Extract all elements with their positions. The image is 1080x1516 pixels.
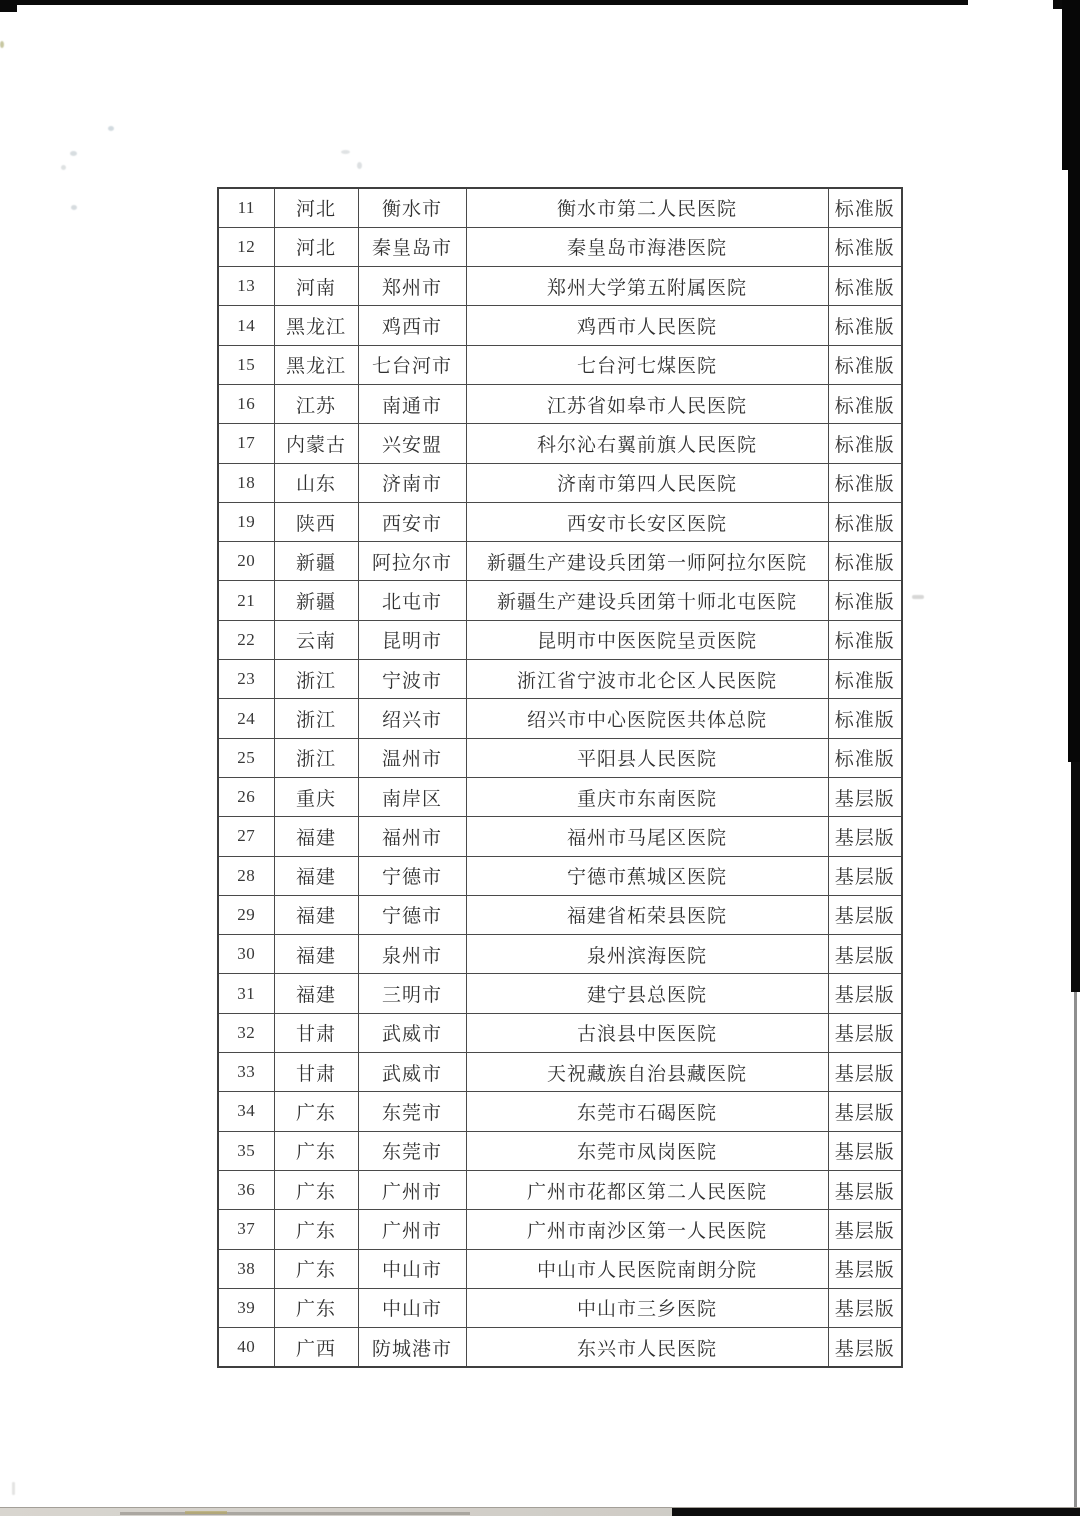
scan-artifact-speck	[108, 126, 114, 131]
province-cell: 福建	[274, 895, 358, 934]
edition-cell: 标准版	[828, 188, 902, 227]
edition-cell: 标准版	[828, 345, 902, 384]
edition-cell: 标准版	[828, 620, 902, 659]
no-cell: 19	[218, 502, 274, 541]
edition-cell: 基层版	[828, 935, 902, 974]
table-row	[218, 1131, 902, 1170]
hospital-cell: 福建省柘荣县医院	[466, 895, 828, 934]
no-cell: 27	[218, 817, 274, 856]
province-cell: 新疆	[274, 581, 358, 620]
hospital-cell: 福州市马尾区医院	[466, 817, 828, 856]
city-cell: 绍兴市	[358, 699, 466, 738]
edition-cell: 标准版	[828, 463, 902, 502]
table-row	[218, 660, 902, 699]
province-cell: 广东	[274, 1288, 358, 1327]
no-cell: 20	[218, 542, 274, 581]
scan-artifact-top-left-corner	[0, 0, 17, 12]
scan-artifact-speck	[357, 162, 362, 169]
hospital-cell: 重庆市东南医院	[466, 777, 828, 816]
city-cell: 阿拉尔市	[358, 542, 466, 581]
table-row	[218, 1170, 902, 1209]
scan-artifact-right-edge	[1068, 170, 1080, 762]
city-cell: 福州市	[358, 817, 466, 856]
no-cell: 11	[218, 188, 274, 227]
hospital-cell: 昆明市中医医院呈贡医院	[466, 620, 828, 659]
scan-artifact-bottom-band-spec	[185, 1511, 227, 1514]
city-cell: 南岸区	[358, 777, 466, 816]
city-cell: 武威市	[358, 1013, 466, 1052]
edition-cell: 基层版	[828, 1288, 902, 1327]
hospital-cell: 科尔沁右翼前旗人民医院	[466, 424, 828, 463]
hospital-cell: 新疆生产建设兵团第一师阿拉尔医院	[466, 542, 828, 581]
city-cell: 广州市	[358, 1210, 466, 1249]
no-cell: 13	[218, 267, 274, 306]
province-cell: 广东	[274, 1131, 358, 1170]
province-cell: 广东	[274, 1210, 358, 1249]
scan-artifact-right-edge	[1071, 762, 1080, 992]
hospital-cell: 济南市第四人民医院	[466, 463, 828, 502]
hospital-cell: 鸡西市人民医院	[466, 306, 828, 345]
edition-cell: 基层版	[828, 974, 902, 1013]
edition-cell: 标准版	[828, 384, 902, 423]
table-row	[218, 1053, 902, 1092]
table-row	[218, 856, 902, 895]
province-cell: 河北	[274, 188, 358, 227]
scan-artifact-speck	[0, 41, 4, 48]
edition-cell: 标准版	[828, 502, 902, 541]
hospital-cell: 绍兴市中心医院医共体总院	[466, 699, 828, 738]
no-cell: 17	[218, 424, 274, 463]
city-cell: 泉州市	[358, 935, 466, 974]
province-cell: 广东	[274, 1249, 358, 1288]
no-cell: 16	[218, 384, 274, 423]
table-row	[218, 817, 902, 856]
table-row	[218, 777, 902, 816]
hospital-cell: 七台河七煤医院	[466, 345, 828, 384]
city-cell: 衡水市	[358, 188, 466, 227]
edition-cell: 标准版	[828, 738, 902, 777]
edition-cell: 基层版	[828, 1249, 902, 1288]
no-cell: 23	[218, 660, 274, 699]
province-cell: 福建	[274, 935, 358, 974]
city-cell: 防城港市	[358, 1328, 466, 1367]
table-row	[218, 895, 902, 934]
hospital-cell: 平阳县人民医院	[466, 738, 828, 777]
edition-cell: 基层版	[828, 856, 902, 895]
hospital-cell: 江苏省如皋市人民医院	[466, 384, 828, 423]
no-cell: 39	[218, 1288, 274, 1327]
edition-cell: 基层版	[828, 777, 902, 816]
scan-artifact-right-edge	[1062, 0, 1080, 170]
hospital-cell: 郑州大学第五附属医院	[466, 267, 828, 306]
table-row	[218, 424, 902, 463]
scan-artifact-speck	[61, 165, 66, 170]
province-cell: 广东	[274, 1170, 358, 1209]
scan-artifact-speck	[912, 595, 924, 599]
province-cell: 浙江	[274, 699, 358, 738]
province-cell: 新疆	[274, 542, 358, 581]
city-cell: 北屯市	[358, 581, 466, 620]
edition-cell: 基层版	[828, 1328, 902, 1367]
hospital-cell: 东兴市人民医院	[466, 1328, 828, 1367]
edition-cell: 标准版	[828, 424, 902, 463]
no-cell: 40	[218, 1328, 274, 1367]
hospital-cell: 宁德市蕉城区医院	[466, 856, 828, 895]
city-cell: 鸡西市	[358, 306, 466, 345]
no-cell: 24	[218, 699, 274, 738]
province-cell: 内蒙古	[274, 424, 358, 463]
province-cell: 黑龙江	[274, 306, 358, 345]
province-cell: 福建	[274, 856, 358, 895]
edition-cell: 基层版	[828, 1131, 902, 1170]
table-row	[218, 542, 902, 581]
province-cell: 广东	[274, 1092, 358, 1131]
province-cell: 甘肃	[274, 1053, 358, 1092]
city-cell: 中山市	[358, 1288, 466, 1327]
no-cell: 32	[218, 1013, 274, 1052]
scan-artifact-bottom-band	[0, 1507, 1080, 1516]
city-cell: 温州市	[358, 738, 466, 777]
table-row	[218, 345, 902, 384]
no-cell: 35	[218, 1131, 274, 1170]
scan-artifact-bottom-band-black	[672, 1508, 1080, 1516]
city-cell: 广州市	[358, 1170, 466, 1209]
province-cell: 重庆	[274, 777, 358, 816]
province-cell: 浙江	[274, 738, 358, 777]
table-row	[218, 1328, 902, 1367]
city-cell: 宁德市	[358, 856, 466, 895]
hospital-cell: 广州市南沙区第一人民医院	[466, 1210, 828, 1249]
city-cell: 宁波市	[358, 660, 466, 699]
table-row	[218, 974, 902, 1013]
table-row	[218, 306, 902, 345]
edition-cell: 标准版	[828, 227, 902, 266]
scan-artifact-speck	[71, 205, 77, 210]
city-cell: 东莞市	[358, 1092, 466, 1131]
no-cell: 21	[218, 581, 274, 620]
table-row	[218, 581, 902, 620]
hospital-cell: 广州市花都区第二人民医院	[466, 1170, 828, 1209]
no-cell: 34	[218, 1092, 274, 1131]
no-cell: 25	[218, 738, 274, 777]
table-row	[218, 463, 902, 502]
city-cell: 南通市	[358, 384, 466, 423]
hospital-cell: 衡水市第二人民医院	[466, 188, 828, 227]
edition-cell: 基层版	[828, 1053, 902, 1092]
no-cell: 30	[218, 935, 274, 974]
province-cell: 福建	[274, 817, 358, 856]
table-body	[218, 188, 902, 1367]
no-cell: 15	[218, 345, 274, 384]
hospital-cell: 西安市长安区医院	[466, 502, 828, 541]
no-cell: 22	[218, 620, 274, 659]
edition-cell: 基层版	[828, 1170, 902, 1209]
city-cell: 七台河市	[358, 345, 466, 384]
table-row	[218, 1288, 902, 1327]
scan-artifact-right-edge-line	[1074, 992, 1077, 1516]
edition-cell: 基层版	[828, 817, 902, 856]
table-row	[218, 227, 902, 266]
no-cell: 36	[218, 1170, 274, 1209]
scan-artifact-speck	[12, 1482, 15, 1495]
edition-cell: 标准版	[828, 660, 902, 699]
hospital-cell: 浙江省宁波市北仑区人民医院	[466, 660, 828, 699]
hospital-table	[217, 187, 903, 1368]
scan-artifact-speck	[341, 150, 350, 154]
hospital-cell: 东莞市石碣医院	[466, 1092, 828, 1131]
no-cell: 28	[218, 856, 274, 895]
city-cell: 中山市	[358, 1249, 466, 1288]
table-row	[218, 384, 902, 423]
city-cell: 兴安盟	[358, 424, 466, 463]
province-cell: 浙江	[274, 660, 358, 699]
no-cell: 31	[218, 974, 274, 1013]
table-row	[218, 1092, 902, 1131]
hospital-cell: 秦皇岛市海港医院	[466, 227, 828, 266]
hospital-cell: 古浪县中医医院	[466, 1013, 828, 1052]
edition-cell: 标准版	[828, 542, 902, 581]
hospital-cell: 建宁县总医院	[466, 974, 828, 1013]
table-row	[218, 267, 902, 306]
hospital-cell: 泉州滨海医院	[466, 935, 828, 974]
hospital-cell: 天祝藏族自治县藏医院	[466, 1053, 828, 1092]
province-cell: 河南	[274, 267, 358, 306]
table-row	[218, 620, 902, 659]
edition-cell: 标准版	[828, 699, 902, 738]
city-cell: 郑州市	[358, 267, 466, 306]
hospital-cell: 东莞市凤岗医院	[466, 1131, 828, 1170]
edition-cell: 基层版	[828, 895, 902, 934]
city-cell: 西安市	[358, 502, 466, 541]
no-cell: 14	[218, 306, 274, 345]
table-row	[218, 738, 902, 777]
city-cell: 武威市	[358, 1053, 466, 1092]
table-row	[218, 1013, 902, 1052]
no-cell: 26	[218, 777, 274, 816]
no-cell: 38	[218, 1249, 274, 1288]
edition-cell: 基层版	[828, 1013, 902, 1052]
edition-cell: 基层版	[828, 1092, 902, 1131]
city-cell: 济南市	[358, 463, 466, 502]
edition-cell: 标准版	[828, 267, 902, 306]
city-cell: 东莞市	[358, 1131, 466, 1170]
province-cell: 黑龙江	[274, 345, 358, 384]
province-cell: 广西	[274, 1328, 358, 1367]
table-row	[218, 935, 902, 974]
city-cell: 秦皇岛市	[358, 227, 466, 266]
city-cell: 三明市	[358, 974, 466, 1013]
scan-artifact-bottom-band-dash	[120, 1512, 470, 1515]
province-cell: 甘肃	[274, 1013, 358, 1052]
city-cell: 宁德市	[358, 895, 466, 934]
city-cell: 昆明市	[358, 620, 466, 659]
table-row	[218, 502, 902, 541]
no-cell: 18	[218, 463, 274, 502]
province-cell: 陕西	[274, 502, 358, 541]
edition-cell: 标准版	[828, 306, 902, 345]
scan-artifact-top-right-corner	[1053, 0, 1080, 9]
province-cell: 福建	[274, 974, 358, 1013]
table-row	[218, 188, 902, 227]
no-cell: 33	[218, 1053, 274, 1092]
table-row	[218, 1210, 902, 1249]
province-cell: 山东	[274, 463, 358, 502]
no-cell: 12	[218, 227, 274, 266]
hospital-cell: 中山市三乡医院	[466, 1288, 828, 1327]
table-row	[218, 699, 902, 738]
province-cell: 河北	[274, 227, 358, 266]
province-cell: 云南	[274, 620, 358, 659]
hospital-cell: 新疆生产建设兵团第十师北屯医院	[466, 581, 828, 620]
table-row	[218, 1249, 902, 1288]
edition-cell: 标准版	[828, 581, 902, 620]
scan-artifact-speck	[70, 151, 77, 156]
no-cell: 37	[218, 1210, 274, 1249]
scan-artifact-top-edge	[0, 0, 968, 5]
hospital-cell: 中山市人民医院南朗分院	[466, 1249, 828, 1288]
province-cell: 江苏	[274, 384, 358, 423]
edition-cell: 基层版	[828, 1210, 902, 1249]
no-cell: 29	[218, 895, 274, 934]
